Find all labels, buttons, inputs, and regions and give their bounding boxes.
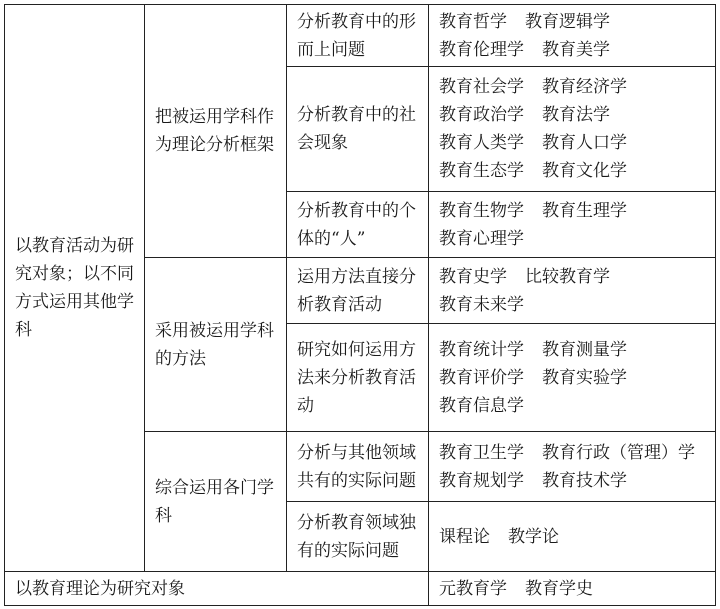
table-row bbox=[5, 572, 716, 606]
table-row bbox=[5, 5, 716, 67]
disciplines-cell bbox=[429, 432, 716, 502]
row-description: 分析与其他领域共有的实际问题 bbox=[297, 442, 416, 491]
footer-label-cell bbox=[5, 572, 429, 606]
description-cell bbox=[287, 502, 429, 572]
discipline-item: 教育经济学 bbox=[542, 77, 627, 97]
disciplines-cell bbox=[429, 5, 716, 67]
discipline-item: 教育规划学 bbox=[439, 470, 524, 491]
discipline-classification-table bbox=[4, 4, 716, 606]
discipline-line bbox=[439, 439, 705, 467]
group-label-integrated: 综合运用各门学科 bbox=[155, 477, 274, 526]
root-category-cell bbox=[5, 5, 145, 572]
discipline-line bbox=[439, 225, 705, 253]
description-cell bbox=[287, 192, 429, 258]
group-label-cell bbox=[145, 258, 287, 432]
discipline-item: 教育评价学 bbox=[439, 367, 524, 388]
discipline-line bbox=[439, 575, 705, 603]
group-label-theory-framework: 把被运用学科作为理论分析框架 bbox=[155, 107, 274, 155]
description-cell bbox=[287, 258, 429, 324]
discipline-line bbox=[439, 36, 705, 64]
disciplines-cell bbox=[429, 192, 716, 258]
description-cell bbox=[287, 67, 429, 192]
discipline-item: 教育政治学 bbox=[439, 105, 524, 125]
disciplines-cell bbox=[429, 258, 716, 324]
discipline-item: 教育卫生学 bbox=[439, 442, 524, 463]
discipline-item: 教育哲学 bbox=[439, 11, 507, 32]
footer-label: 以教育理论为研究对象 bbox=[15, 578, 185, 599]
discipline-item: 教育生态学 bbox=[439, 161, 524, 181]
group-label-cell bbox=[145, 432, 287, 572]
discipline-item: 教育美学 bbox=[542, 39, 610, 60]
discipline-item: 教育实验学 bbox=[542, 367, 627, 388]
group-label-cell bbox=[145, 5, 287, 258]
row-description: 分析教育中的社会现象 bbox=[297, 105, 416, 153]
discipline-item: 教育人类学 bbox=[439, 133, 524, 153]
root-category-label: 以教育活动为研究对象；以不同方式运用其他学科 bbox=[15, 236, 134, 340]
discipline-line bbox=[439, 197, 705, 225]
discipline-item: 教育信息学 bbox=[439, 395, 524, 416]
discipline-item: 教育生物学 bbox=[439, 200, 524, 221]
description-cell bbox=[287, 5, 429, 67]
description-cell bbox=[287, 432, 429, 502]
discipline-item: 教育法学 bbox=[542, 105, 610, 125]
description-cell bbox=[287, 324, 429, 432]
discipline-item: 教育社会学 bbox=[439, 77, 524, 97]
row-description: 分析教育中的形而上问题 bbox=[297, 11, 416, 60]
discipline-item: 教育文化学 bbox=[542, 161, 627, 181]
discipline-item: 教育技术学 bbox=[542, 470, 627, 491]
discipline-line bbox=[439, 364, 705, 392]
discipline-line bbox=[439, 73, 705, 101]
row-description: 研究如何运用方法来分析教育活动 bbox=[297, 339, 416, 416]
discipline-line bbox=[439, 157, 705, 185]
discipline-item: 教育生理学 bbox=[542, 200, 627, 221]
discipline-line bbox=[439, 101, 705, 129]
discipline-item: 教育逻辑学 bbox=[525, 11, 610, 32]
discipline-item: 教育测量学 bbox=[542, 339, 627, 360]
discipline-item: 比较教育学 bbox=[525, 266, 610, 287]
discipline-item: 教育人口学 bbox=[542, 133, 627, 153]
discipline-item: 元教育学 bbox=[439, 578, 507, 599]
discipline-item: 教育学史 bbox=[525, 578, 593, 599]
discipline-line bbox=[439, 263, 705, 291]
discipline-line bbox=[439, 129, 705, 157]
discipline-item: 教育伦理学 bbox=[439, 39, 524, 60]
discipline-item: 教学论 bbox=[508, 526, 559, 547]
discipline-item: 教育心理学 bbox=[439, 228, 524, 249]
discipline-item: 教育未来学 bbox=[439, 294, 524, 315]
discipline-item: 课程论 bbox=[439, 526, 490, 547]
row-description: 分析教育中的个体的“人” bbox=[297, 200, 416, 249]
disciplines-cell bbox=[429, 324, 716, 432]
disciplines-cell bbox=[429, 67, 716, 192]
discipline-line bbox=[439, 467, 705, 495]
discipline-item: 教育统计学 bbox=[439, 339, 524, 360]
discipline-line bbox=[439, 523, 705, 551]
disciplines-cell bbox=[429, 572, 716, 606]
disciplines-cell bbox=[429, 502, 716, 572]
row-description: 分析教育领域独有的实际问题 bbox=[297, 512, 416, 561]
discipline-line bbox=[439, 336, 705, 364]
group-label-methods: 采用被运用学科的方法 bbox=[155, 320, 274, 369]
discipline-item: 教育行政（管理）学 bbox=[542, 442, 695, 463]
discipline-line bbox=[439, 291, 705, 319]
discipline-item: 教育史学 bbox=[439, 266, 507, 287]
discipline-line bbox=[439, 8, 705, 36]
discipline-line bbox=[439, 392, 705, 420]
row-description: 运用方法直接分析教育活动 bbox=[297, 266, 416, 315]
